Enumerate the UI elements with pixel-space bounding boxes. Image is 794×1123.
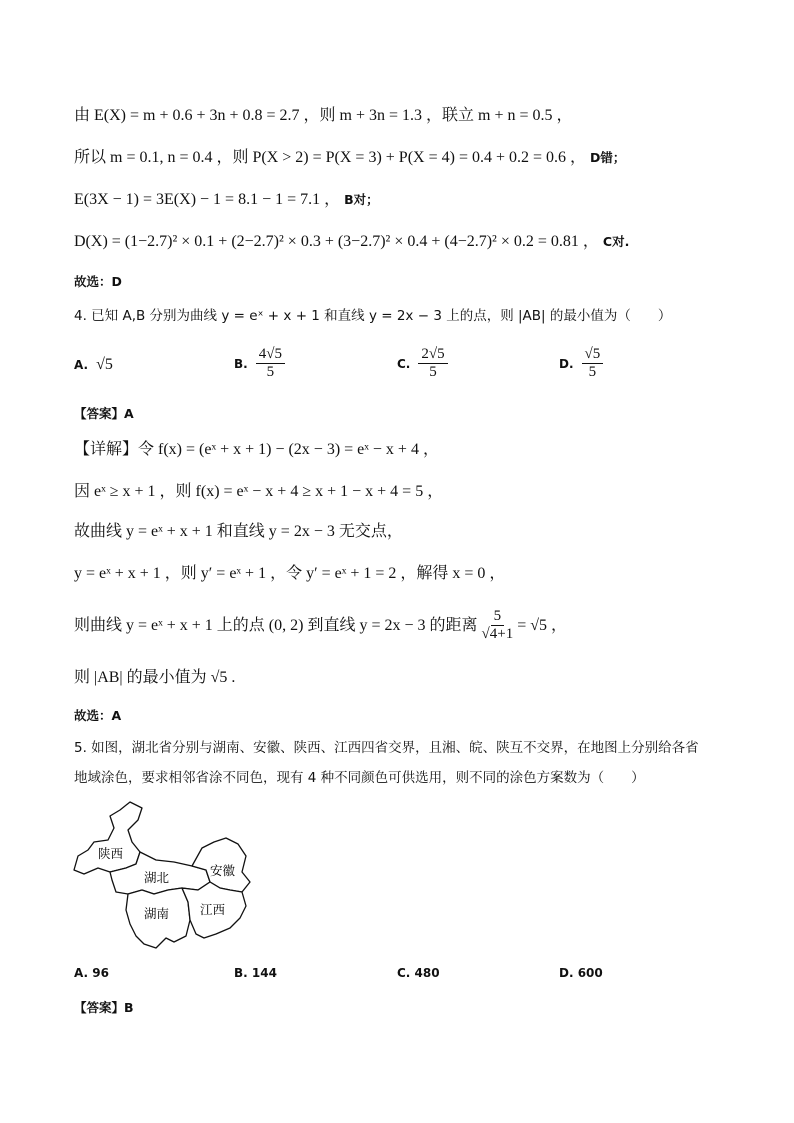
question-4-stem: 4. 已知 A,B 分别为曲线 y = eˣ + x + 1 和直线 y = 2x − 3 上的点，则 |AB| 的最小值为（ ）: [74, 308, 672, 324]
probability-text: 所以 m = 0.1, n = 0.4 ，则 P(X > 2) = P(X = 3) + P(X = 4) = 0.4 + 0.2 = 0.6 ，: [74, 149, 587, 166]
detail-line-5-prefix: 则曲线 y = eˣ + x + 1 上的点 (0, 2) 到直线 y = 2x − 3 的距离: [74, 616, 478, 634]
q4-option-b-fraction: [256, 346, 285, 381]
detail-line-1: 【详解】令 f(x) = (eˣ + x + 1) − (2x − 3) = eˣ − x + 4 ，: [74, 441, 439, 458]
q4-option-d-fraction: [582, 346, 604, 381]
detail-line-4: y = eˣ + x + 1 ，则 y′ = eˣ + 1 ，令 y′ = eˣ + 1 = 2 ，解得 x = 0 ，: [74, 565, 506, 582]
q4-option-b-denominator: 5: [266, 364, 275, 380]
q4-option-b: [234, 346, 285, 381]
map-label-shaanxi: 陕西: [98, 846, 124, 861]
distance-denominator: √4+1: [481, 626, 514, 642]
q4-option-a-label: A.: [74, 358, 89, 372]
q4-option-d-label: D.: [559, 356, 574, 371]
detail-line-6: 则 |AB| 的最小值为 √5 .: [74, 669, 236, 686]
linear-expectation-text: E(3X − 1) = 3E(X) − 1 = 8.1 − 1 = 7.1 ，: [74, 191, 341, 208]
q5-option-a: A. 96: [74, 966, 109, 980]
distance-fraction: [482, 608, 514, 643]
map-label-jiangxi: 江西: [200, 902, 226, 917]
option-d-verdict: D错；: [590, 150, 626, 165]
question-5-stem-line-2: 地域涂色，要求相邻省涂不同色，现有 4 种不同颜色可供选用，则不同的涂色方案数为（ ）: [74, 770, 645, 786]
map-label-hubei: 湖北: [144, 870, 170, 885]
q4-option-a: [74, 356, 113, 374]
answer-q5: 【答案】B: [74, 1000, 134, 1015]
map-label-hunan: 湖南: [144, 906, 170, 921]
q4-option-d-numerator: √5: [582, 346, 604, 364]
q4-option-c-label: C.: [397, 356, 411, 371]
province-map: [70, 798, 270, 954]
distance-numerator: 5: [491, 608, 505, 626]
q4-option-c-denominator: 5: [429, 364, 437, 380]
shaanxi-region: [74, 802, 142, 874]
selection-line-q4: 故选：A: [74, 708, 122, 723]
answer-q4: 【答案】A: [74, 406, 134, 421]
detail-line-2: 因 eˣ ≥ x + 1 ，则 f(x) = eˣ − x + 4 ≥ x + 1 − x + 4 = 5 ，: [74, 483, 444, 500]
detail-line-5-suffix: = √5 ，: [517, 616, 568, 634]
solution-line-expectation: 由 E(X) = m + 0.6 + 3n + 0.8 = 2.7 ，则 m + 3n = 1.3 ，联立 m + n = 0.5 ，: [74, 107, 573, 124]
solution-line-probability: [74, 148, 625, 168]
q5-option-d: D. 600: [559, 966, 603, 980]
q5-option-b: B. 144: [234, 966, 277, 980]
question-5-stem-line-1: 5. 如图，湖北省分别与湖南、安徽、陕西、江西四省交界，且湘、皖、陕互不交界，在地图上分别给各省: [74, 740, 699, 756]
q4-option-d: [559, 346, 603, 381]
q4-option-b-label: B.: [234, 356, 248, 371]
option-b-verdict: B对；: [344, 192, 379, 207]
map-label-anhui: 安徽: [210, 863, 236, 878]
variance-text: D(X) = (1−2.7)² × 0.1 + (2−2.7)² × 0.3 + (3−2.7)² × 0.4 + (4−2.7)² × 0.2 = 0.81 ，: [74, 233, 599, 250]
q4-option-d-denominator: 5: [588, 364, 597, 380]
solution-line-variance: [74, 232, 629, 252]
option-c-verdict: C对.: [602, 234, 630, 249]
detail-line-3: 故曲线 y = eˣ + x + 1 和直线 y = 2x − 3 无交点，: [74, 523, 403, 540]
q4-option-b-numerator: 4√5: [256, 346, 285, 364]
q4-option-a-value: √5: [96, 356, 113, 373]
q4-option-c-numerator: 2√5: [418, 346, 447, 364]
q4-option-c-fraction: [418, 346, 447, 381]
solution-line-expectation-linear: [74, 190, 379, 210]
q5-option-c: C. 480: [397, 966, 440, 980]
selection-line-q3: 故选：D: [74, 274, 122, 289]
q4-option-c: [397, 346, 448, 381]
detail-line-5: [74, 608, 567, 643]
